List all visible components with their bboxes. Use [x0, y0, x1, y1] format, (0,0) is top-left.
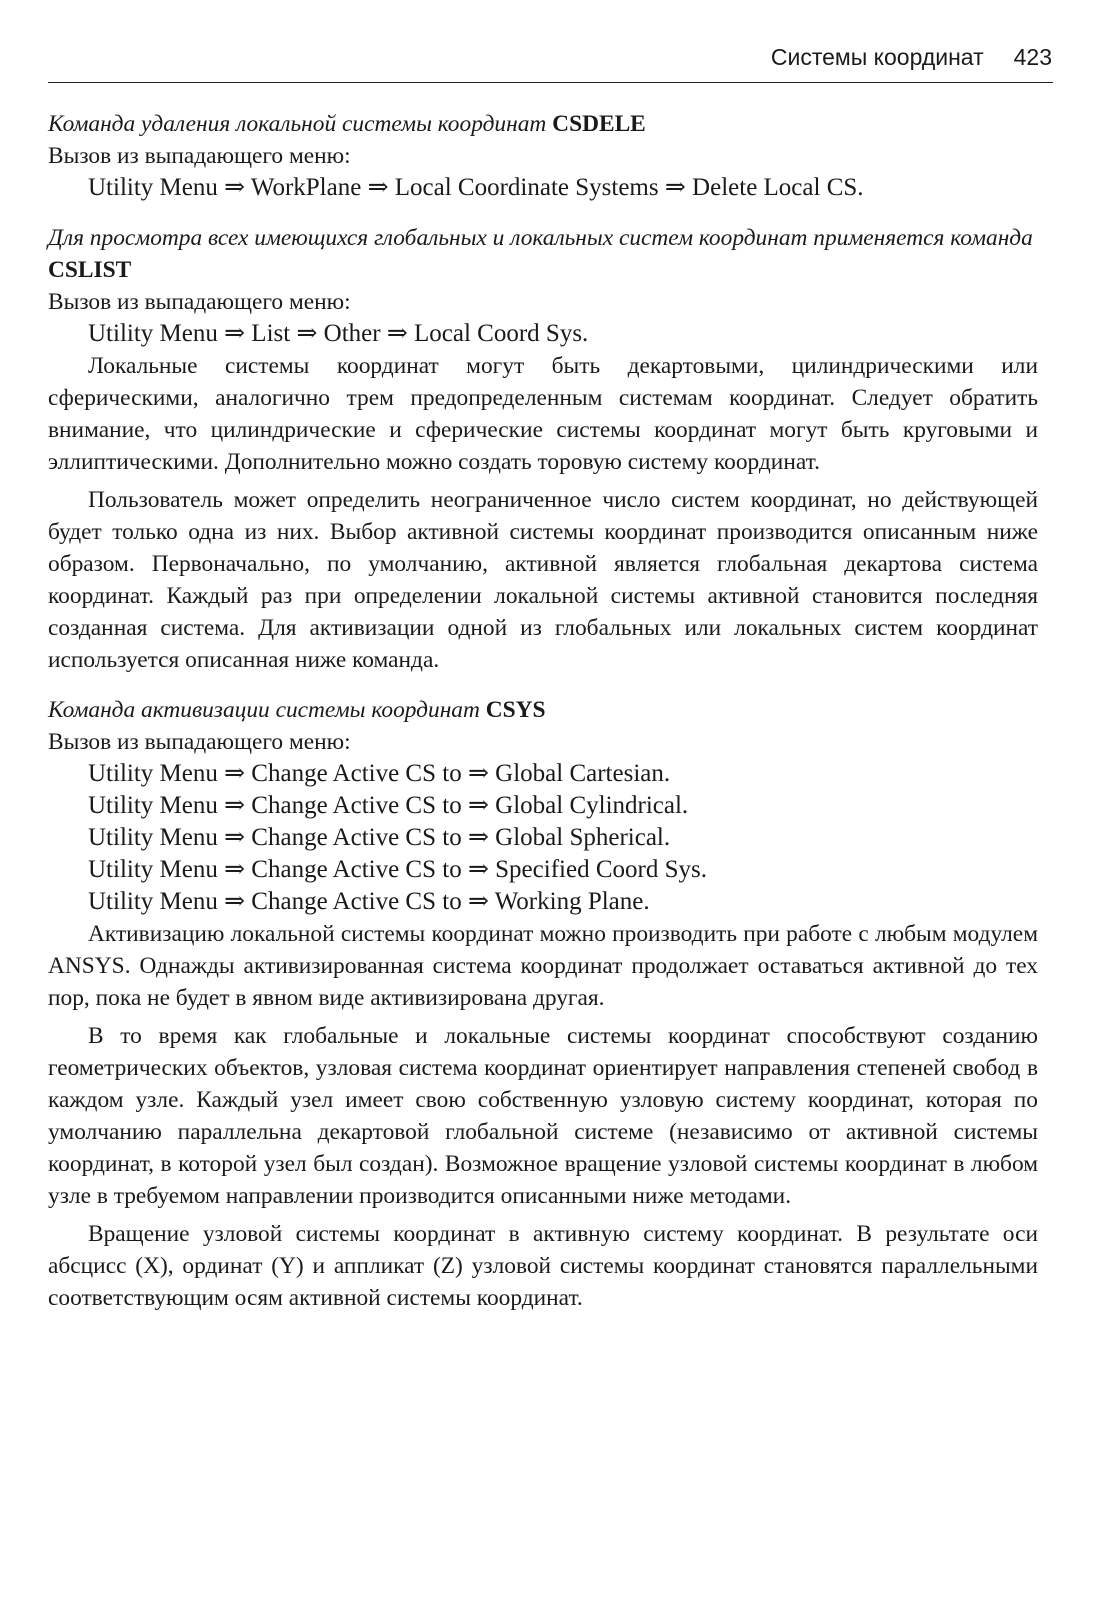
section-heading-cslist — [48, 222, 1038, 286]
heading-text: Команда удаления локальной системы координат — [48, 111, 547, 137]
section-heading-csdele — [48, 108, 1038, 140]
menu-path: Utility Menu ⇒ List ⇒ Other ⇒ Local Coord Sys. — [88, 320, 589, 347]
body-paragraph: Локальные системы координат могут быть декартовыми, цилиндрическими или сферическими, аналогично трем предопределенным системам координат. Следует обратить внимание, что цилиндрические и сферические системы координат могут быть круговыми и эллиптическими. Дополнительно можно создать торовую систему координат. — [48, 353, 1038, 475]
menu-path: Utility Menu ⇒ Change Active CS to ⇒ Working Plane. — [88, 888, 650, 915]
page-number: 423 — [1013, 44, 1052, 70]
menu-path: Utility Menu ⇒ Change Active CS to ⇒ Global Cylindrical. — [88, 792, 689, 819]
section-heading-csys — [48, 694, 1038, 726]
command-name: CSYS — [485, 697, 546, 723]
menu-path: Utility Menu ⇒ Change Active CS to ⇒ Global Spherical. — [88, 824, 671, 851]
body-paragraph: Вращение узловой системы координат в активную систему координат. В результате оси абсцисс (X), ординат (Y) и аппликат (Z) узловой системы координат становятся параллельными соответствующим осям активной системы координат. — [48, 1221, 1038, 1311]
heading-text: Для просмотра всех имеющихся глобальных и локальных систем координат применяется команда — [48, 225, 1033, 251]
running-head-title: Системы координат — [770, 44, 984, 70]
menu-path: Utility Menu ⇒ WorkPlane ⇒ Local Coordinate Systems ⇒ Delete Local CS. — [88, 174, 864, 201]
menu-intro: Вызов из выпадающего меню: — [48, 143, 351, 169]
heading-text: Команда активизации системы координат — [48, 697, 480, 723]
running-head — [52, 44, 1052, 71]
body-paragraph: В то время как глобальные и локальные системы координат способствуют созданию геометрических объектов, узловая система координат ориентирует направления степеней свобод в каждом узле. Каждый узел имеет свою собственную узловую систему координат, которая по умолчанию параллельна декартовой глобальной системе (независимо от активной системы координат, в которой узел был создан). Возможное вращение узловой системы координат в любом узле в требуемом направлении производится описанными ниже методами. — [48, 1023, 1038, 1209]
header-rule — [48, 82, 1053, 83]
menu-intro: Вызов из выпадающего меню: — [48, 729, 351, 755]
menu-path: Utility Menu ⇒ Change Active CS to ⇒ Specified Coord Sys. — [88, 856, 707, 883]
menu-intro: Вызов из выпадающего меню: — [48, 289, 351, 315]
body-paragraph: Пользователь может определить неограниченное число систем координат, но действующей будет только одна из них. Выбор активной системы координат производится описанным ниже образом. Первоначально, по умолчанию, активной является глобальная декартова система координат. Каждый раз при определении локальной системы активной становится последняя созданная система. Для активизации одной из глобальных или локальных систем координат используется описанная ниже команда. — [48, 487, 1038, 673]
menu-path: Utility Menu ⇒ Change Active CS to ⇒ Global Cartesian. — [88, 760, 671, 787]
page-body — [48, 108, 1038, 1314]
command-name: CSLIST — [48, 257, 132, 283]
body-paragraph: Активизацию локальной системы координат можно производить при работе с любым модулем ANSYS. Однажды активизированная система координат продолжает оставаться активной до тех пор, пока не будет в явном виде активизирована другая. — [48, 921, 1038, 1011]
command-name: CSDELE — [552, 111, 646, 137]
